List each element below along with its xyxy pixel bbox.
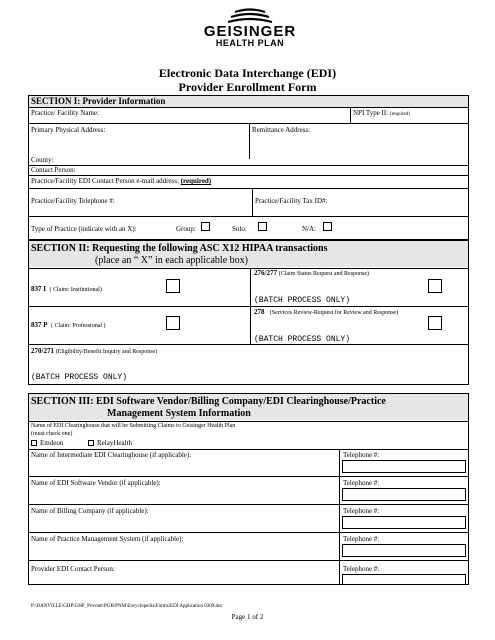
npi-type-label: NPI Type II: (required) <box>353 109 410 117</box>
geisinger-logo <box>195 6 305 48</box>
t837p-checkbox[interactable] <box>166 316 180 330</box>
software-vendor-telephone-label: Telephone #: <box>343 479 380 487</box>
batch-label-1: (BATCH PROCESS ONLY) <box>254 296 351 305</box>
logo-line1: GEISINGER <box>203 23 297 40</box>
footer-page-number: Page 1 of 2 <box>231 613 264 621</box>
batch-label-2: (BATCH PROCESS ONLY) <box>254 335 351 344</box>
na-label: N/A: <box>302 225 316 233</box>
telephone-label: Practice/Facility Telephone #: <box>31 197 115 205</box>
t837p-row: 837 P ( Claim: Professional ) <box>31 321 106 329</box>
clearinghouse-question: Name of EDI Clearinghouse that will be Submitting Claims to Geisinger Health Plan <box>31 423 236 429</box>
t276-row: 276/277 (Claim Status Request and Response) <box>254 269 370 277</box>
type-of-practice-label: Type of Practice (indicate with an X): <box>31 225 137 233</box>
section2-heading-line1: SECTION II: Requesting the following ASC X12 HIPAA transactions <box>31 243 328 254</box>
form-title-line2: Provider Enrollment Form <box>178 80 317 94</box>
software-vendor-label: Name of EDI Software Vendor (if applicable): <box>31 479 161 487</box>
t276-checkbox[interactable] <box>428 279 442 293</box>
t837i-checkbox[interactable] <box>166 279 180 293</box>
form-title-line1: Electronic Data Interchange (EDI) <box>158 66 337 80</box>
t270-row: 270/271 (Eligibility/Benefit Inquiry and Response) <box>31 347 158 355</box>
contact-person-label: Contact Person: <box>31 166 76 174</box>
tax-id-label: Practice/Facility Tax ID#: <box>255 197 328 205</box>
practice-management-telephone-label: Telephone #: <box>343 535 380 543</box>
billing-company-telephone-field[interactable] <box>342 516 466 529</box>
footer-file-path: P:\DANVILLE\GHP\GHP_Provnet\PUB\PNM Encyclopedia\Forms\EDI Application 0309.doc <box>31 604 223 609</box>
county-label: County: <box>31 156 54 164</box>
emdeon-checkbox[interactable] <box>31 440 37 446</box>
t278-row: 278 (Services Review-Request for Review and Response) <box>254 308 399 316</box>
practice-management-label: Name of Practice Management System (if applicable): <box>31 535 184 543</box>
section1-heading: SECTION I: Provider Information <box>31 96 166 106</box>
practice-management-telephone-field[interactable] <box>342 544 466 557</box>
edi-email-label: Practice/Facility EDI Contact Person e-mail address: (required) <box>31 177 212 185</box>
section3-heading-line1: SECTION III: EDI Software Vendor/Billing Company/EDI Clearinghouse/Practice <box>31 396 386 407</box>
group-label: Group: <box>176 225 196 233</box>
batch-label-3: (BATCH PROCESS ONLY) <box>31 373 128 382</box>
software-vendor-telephone-field[interactable] <box>342 488 466 501</box>
primary-address-label: Primary Physical Address: <box>31 126 106 134</box>
relayhealth-checkbox[interactable] <box>88 440 94 446</box>
section3-heading-line2: Management System Information <box>107 408 251 419</box>
provider-edi-telephone-label: Telephone #: <box>343 565 380 573</box>
emdeon-label: Emdeon <box>40 439 64 447</box>
remittance-address-label: Remittance Address: <box>252 126 311 134</box>
group-checkbox[interactable] <box>201 222 210 231</box>
section2-heading-line2: (place an “ X” in each applicable box) <box>95 255 248 266</box>
solo-label: Solo: <box>232 225 247 233</box>
t278-checkbox[interactable] <box>428 316 442 330</box>
intermediate-telephone-field[interactable] <box>342 460 466 473</box>
logo-line2: HEALTH PLAN <box>215 38 285 48</box>
provider-edi-contact-label: Provider EDI Contact Person: <box>31 565 115 573</box>
practice-name-label: Practice/ Facility Name: <box>31 109 100 117</box>
must-check-one: (must check one) <box>31 431 73 437</box>
intermediate-telephone-label: Telephone #: <box>343 451 380 459</box>
billing-company-label: Name of Billing Company (if applicable): <box>31 507 149 515</box>
solo-checkbox[interactable] <box>258 222 267 231</box>
na-checkbox[interactable] <box>323 222 332 231</box>
relayhealth-label: RelayHealth <box>97 439 132 447</box>
intermediate-clearinghouse-label: Name of Intermediate EDI Clearinghouse (if applicable): <box>31 451 192 459</box>
billing-company-telephone-label: Telephone #: <box>343 507 380 515</box>
t837i-row: 837 I ( Claim: Institutional) <box>31 285 102 293</box>
provider-edi-telephone-field[interactable] <box>342 574 466 585</box>
